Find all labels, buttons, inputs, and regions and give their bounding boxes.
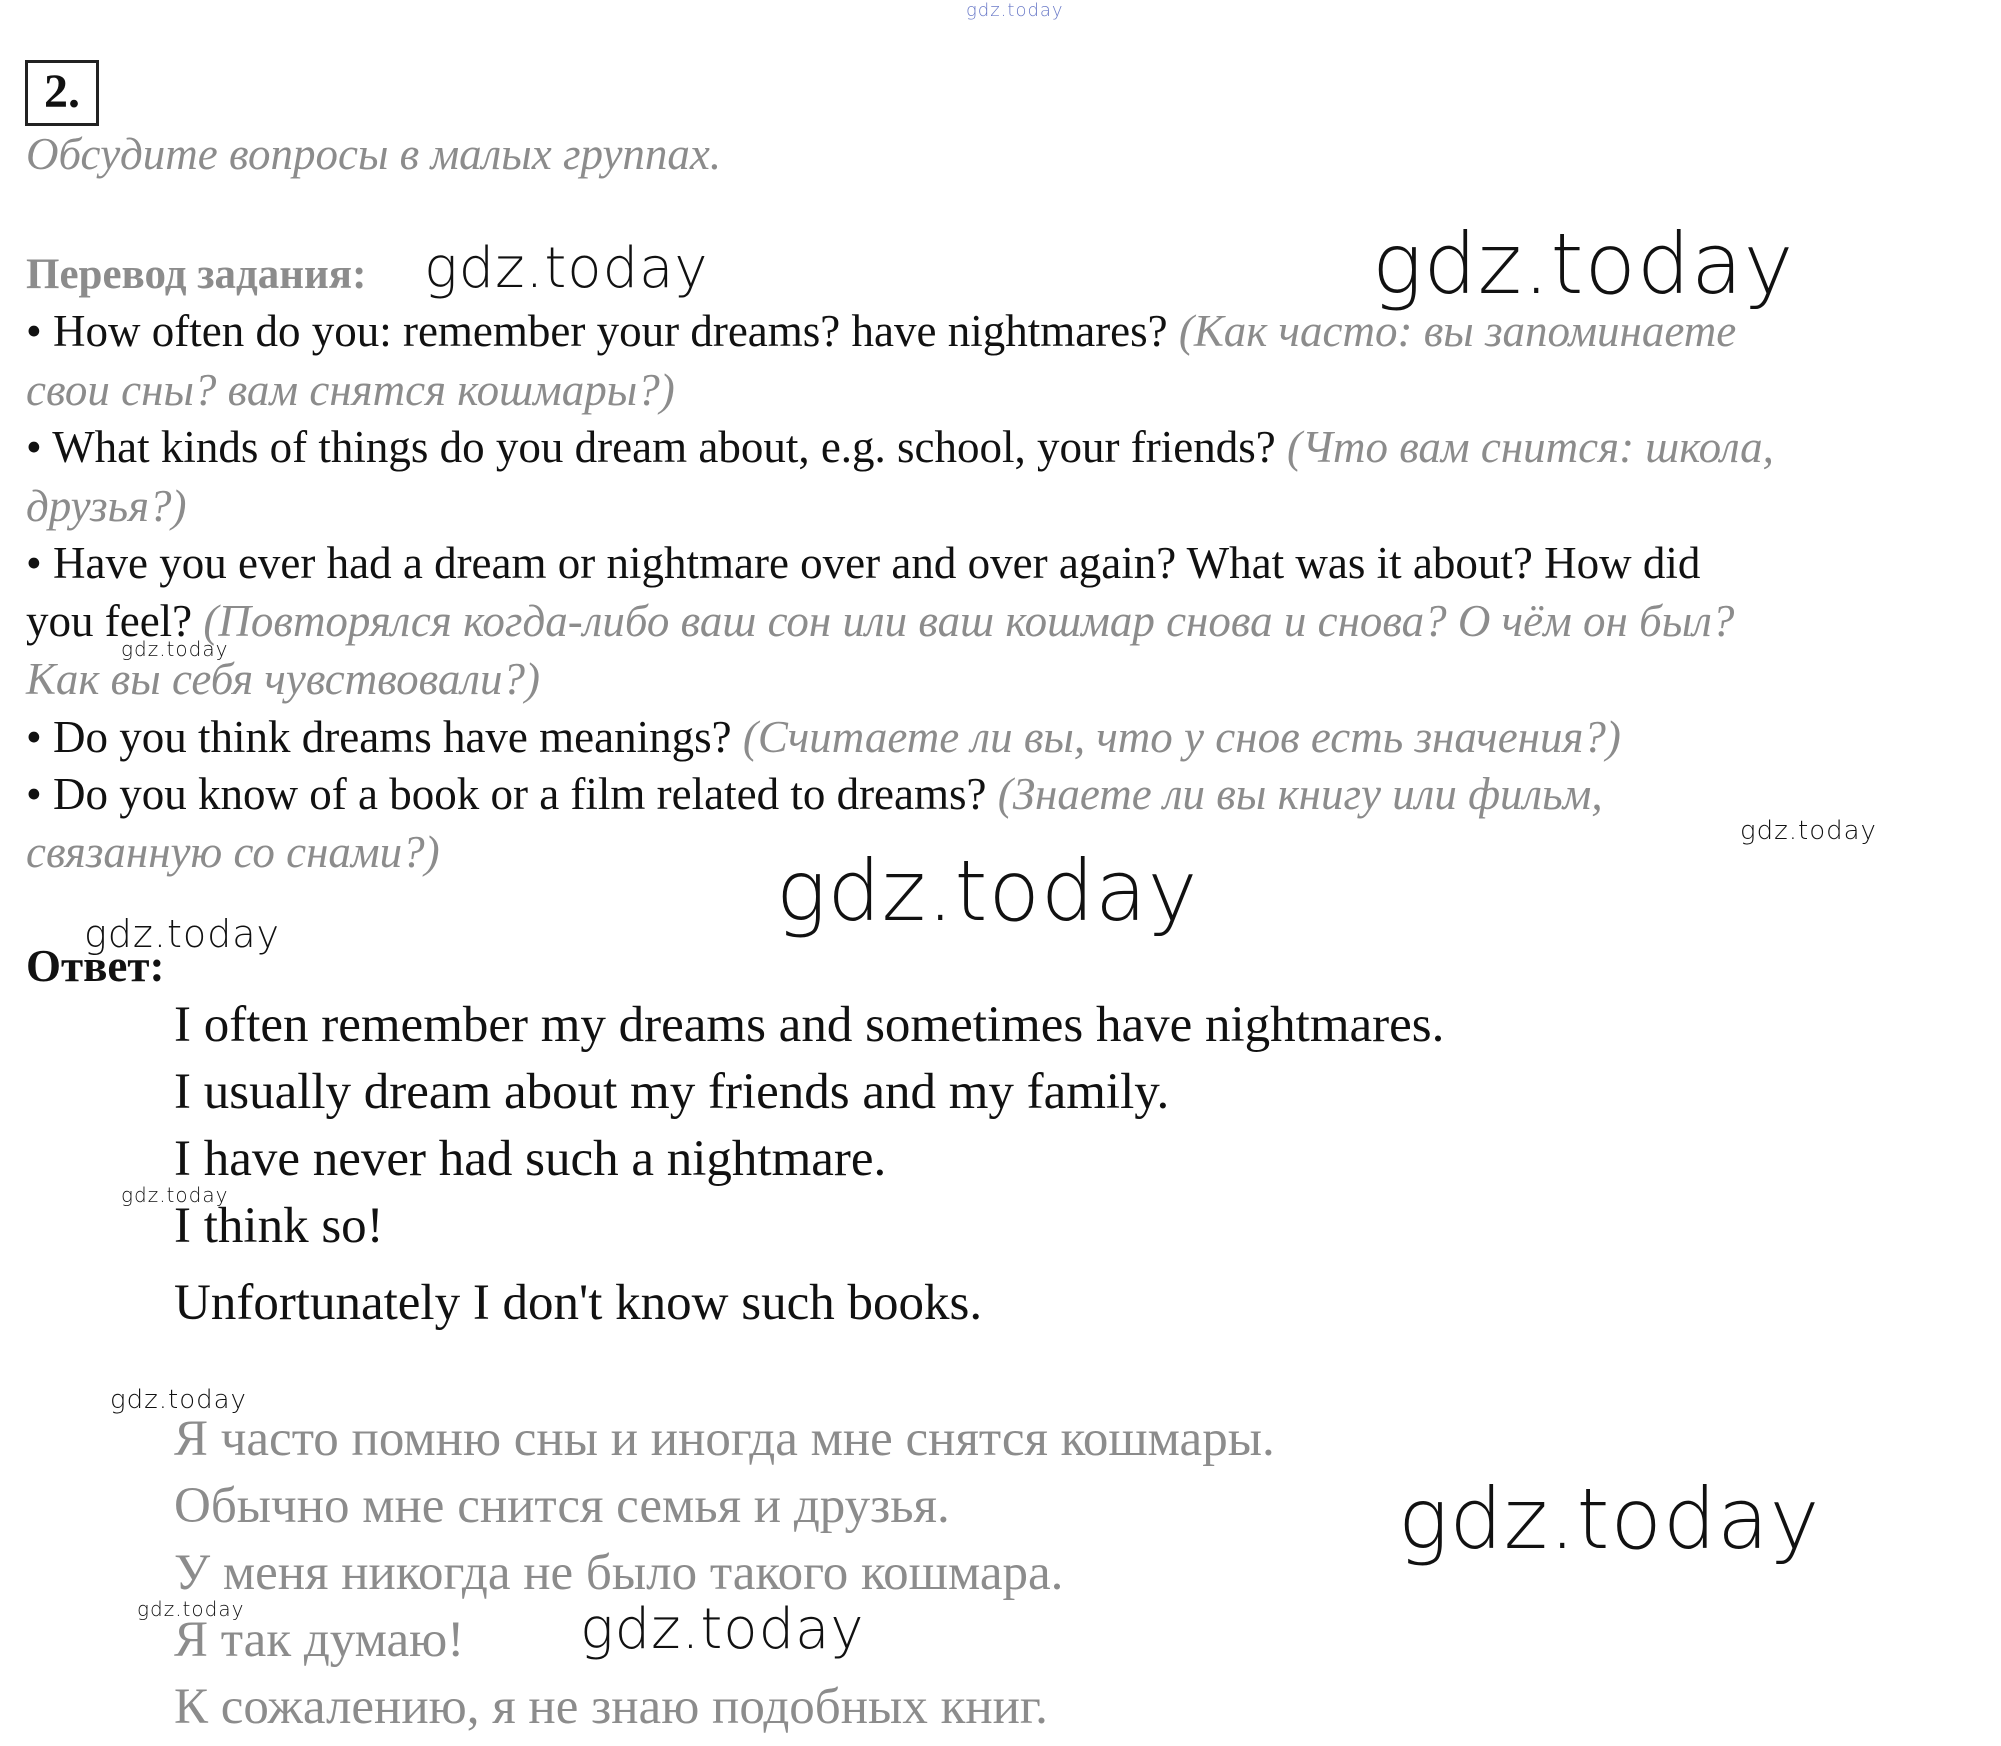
watermark: gdz.today [1398,1470,1821,1568]
question-text: • Do you think dreams have meanings? [26,712,743,762]
answer-translation-line: К сожалению, я не знаю подобных книг. [174,1679,1048,1735]
watermark: gdz.today [776,842,1199,940]
question-translation: (Что вам снится: школа, [1286,422,1774,472]
answer-line: I usually dream about my friends and my family. [174,1064,1170,1120]
answer-line: I often remember my dreams and sometimes have nightmares. [174,997,1445,1053]
question-line [26,480,187,532]
watermark: gdz.today [110,1385,247,1415]
task-number-box: 2. [25,60,99,126]
translation-heading: Перевод задания: [26,251,367,298]
watermark: gdz.today [121,637,229,661]
question-line [26,421,1774,473]
watermark: gdz.today [137,1597,245,1621]
question-line [26,537,1700,589]
question-line [26,768,1603,820]
watermark: gdz.today [121,1183,229,1207]
question-translation: друзья?) [26,481,187,531]
answer-line: Unfortunately I don't know such books. [174,1275,983,1331]
question-text: • Do you know of a book or a film related to dreams? [26,769,998,819]
question-translation: (Знаете ли вы книгу или фильм, [997,769,1603,819]
watermark: gdz.today [1740,816,1877,846]
question-translation: (Повторялся когда-либо ваш сон или ваш кошмар снова и снова? О чём он был? [203,596,1735,646]
task-instruction: Обсудите вопросы в малых группах. [26,129,722,179]
question-line [26,595,1734,647]
watermark: gdz.today [580,1597,865,1662]
answer-line: I have never had such a nightmare. [174,1131,887,1187]
question-line [26,653,540,705]
question-line [26,826,440,878]
answer-translation-line: Обычно мне снится семья и друзья. [174,1478,950,1534]
watermark: gdz.today [1372,215,1795,313]
question-text: • How often do you: remember your dreams? have nightmares? [26,306,1179,356]
question-line [26,364,675,416]
question-translation: Как вы себя чувствовали?) [26,654,541,704]
question-translation: (Считаете ли вы, что у снов есть значения?) [742,712,1621,762]
question-translation: (Как часто: вы запоминаете [1178,306,1737,356]
answer-translation-line: Я так думаю! [174,1612,465,1668]
question-line [26,711,1621,763]
watermark: gdz.today [424,236,709,301]
watermark: gdz.today [84,912,280,956]
answer-line: I think so! [174,1198,384,1254]
answer-heading: Ответ: [26,941,165,991]
question-text: you feel? [26,596,204,646]
question-translation: связанную со снами?) [26,827,440,877]
watermark: gdz.today [966,0,1064,21]
question-translation: свои сны? вам снятся кошмары?) [26,365,675,415]
question-text: • Have you ever had a dream or nightmare over and over again? What was it about? How did [26,538,1701,588]
question-text: • What kinds of things do you dream about, e.g. school, your friends? [26,422,1287,472]
answer-translation-line: У меня никогда не было такого кошмара. [174,1545,1064,1601]
answer-translation-line: Я часто помню сны и иногда мне снятся кошмары. [174,1411,1275,1467]
